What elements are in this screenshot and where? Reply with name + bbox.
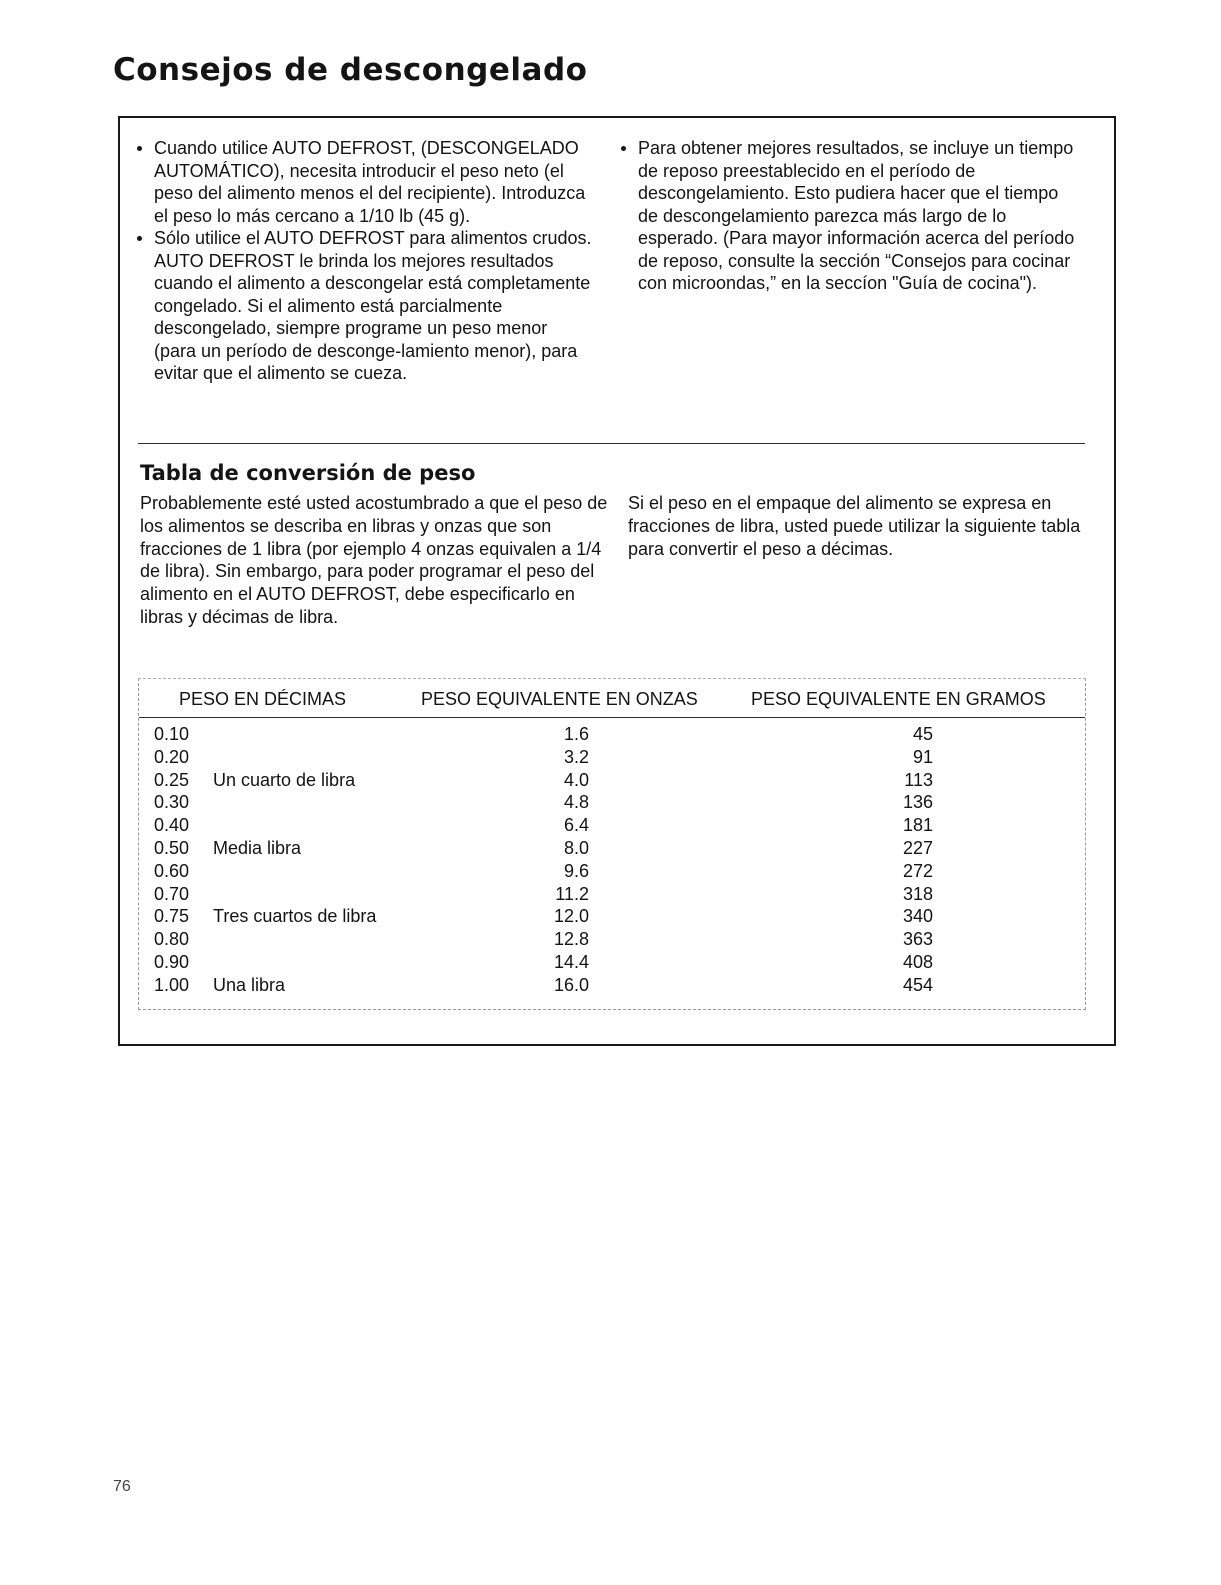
- tips-list-left: [134, 137, 594, 385]
- tips-list-right: [618, 137, 1076, 295]
- ounces-cell: 14.4: [553, 952, 589, 972]
- grams-cell: 113: [904, 769, 933, 790]
- page-number: 76: [113, 1478, 131, 1495]
- decimal-cell: 0.30: [154, 792, 190, 813]
- ounces-cell: 9.6: [563, 860, 589, 881]
- intro-paragraph-left: Probablemente esté usted acostumbrado a que el peso de los alimentos se describa en libras y onzas que son fracciones de 1 libra (por ejemplo 4 onzas equivalen a 1/4 de libra). Sin embargo, para poder programar el peso del alimento en el AUTO DEFROST, debe especificarlo en libras y décimas de libra.: [140, 493, 608, 627]
- decimal-cell: 0.50: [154, 838, 190, 858]
- decimal-cell: 0.75: [154, 906, 190, 927]
- page-title: Consejos de descongelado: [113, 52, 588, 88]
- grams-cell: 318: [902, 883, 933, 904]
- ounces-cell: 16.0: [553, 974, 589, 995]
- ounces-cell: 12.8: [553, 929, 589, 950]
- table-row: [139, 769, 1085, 792]
- decimal-cell: 0.70: [154, 883, 190, 904]
- table-row: [139, 928, 1085, 951]
- header-ounces: PESO EQUIVALENTE EN ONZAS: [421, 689, 698, 709]
- decimal-cell: 0.90: [154, 952, 190, 972]
- table-row: [139, 837, 1085, 860]
- label-cell: Media libra: [213, 838, 302, 858]
- decimal-cell: 0.10: [154, 724, 190, 744]
- intro-paragraph-right: Si el peso en el empaque del alimento se expresa en fracciones de libra, usted puede utilizar la siguiente tabla para convertir el peso a décimas.: [628, 493, 1081, 559]
- decimal-cell: 0.80: [154, 929, 190, 950]
- ounces-cell: 4.8: [563, 792, 589, 813]
- grams-cell: 227: [902, 838, 933, 858]
- ounces-cell: 4.0: [563, 769, 589, 790]
- label-cell: Una libra: [213, 974, 286, 995]
- grams-cell: 454: [902, 974, 933, 995]
- table-row: [139, 905, 1085, 928]
- table-row: [139, 814, 1085, 837]
- decimal-cell: 0.25: [154, 769, 190, 790]
- grams-cell: 340: [902, 906, 933, 927]
- table-header: [139, 679, 1085, 718]
- ounces-cell: 3.2: [563, 746, 589, 767]
- table-row: [139, 723, 1085, 746]
- grams-cell: 272: [902, 860, 933, 881]
- tip-item: Para obtener mejores resultados, se incluye un tiempo de reposo preestablecido en el período de descongelamiento. Esto pudiera hacer que el tiempo de descongelamiento parezca más largo de lo esperado. (Para mayor información acerca del período de reposo, consulte la sección “Consejos para cocinar con microondas,” en la seccíon "Guía de cocina").: [618, 137, 1076, 295]
- label-cell: Tres cuartos de libra: [213, 906, 377, 927]
- decimal-cell: 0.60: [154, 860, 190, 881]
- table-row: [139, 791, 1085, 814]
- conversion-table: [138, 678, 1086, 1010]
- section-divider: [138, 443, 1085, 444]
- header-grams: PESO EQUIVALENTE EN GRAMOS: [751, 689, 1046, 709]
- grams-cell: 181: [902, 815, 933, 836]
- table-row: [139, 951, 1085, 974]
- table-row: [139, 883, 1085, 906]
- grams-cell: 363: [902, 929, 933, 950]
- table-row: [139, 860, 1085, 883]
- grams-cell: 408: [902, 952, 933, 972]
- grams-cell: 136: [902, 792, 933, 813]
- ounces-cell: 12.0: [553, 906, 589, 927]
- section-title: Tabla de conversión de peso: [140, 461, 476, 485]
- decimal-cell: 0.20: [154, 746, 190, 767]
- label-cell: Un cuarto de libra: [213, 769, 356, 790]
- table-row: [139, 974, 1085, 997]
- header-decimals: PESO EN DÉCIMAS: [179, 689, 347, 709]
- ounces-cell: 6.4: [563, 815, 589, 836]
- decimal-cell: 1.00: [154, 974, 190, 995]
- ounces-cell: 8.0: [563, 838, 589, 858]
- decimal-cell: 0.40: [154, 815, 190, 836]
- ounces-cell: 11.2: [555, 883, 589, 904]
- grams-cell: 45: [912, 724, 933, 744]
- ounces-cell: 1.6: [563, 724, 589, 744]
- tip-item: Cuando utilice AUTO DEFROST, (DESCONGELADO AUTOMÁTICO), necesita introducir el peso neto (el peso del alimento menos el del recipiente). Introduzca el peso lo más cercano a 1/10 lb (45 g).: [134, 137, 594, 227]
- table-row: [139, 746, 1085, 769]
- grams-cell: 91: [912, 746, 933, 767]
- tip-item: Sólo utilice el AUTO DEFROST para alimentos crudos. AUTO DEFROST le brinda los mejores resultados cuando el alimento a descongelar está completamente congelado. Si el alimento está parcialmente descongelado, siempre programe un peso menor (para un período de desconge-lamiento menor), para evitar que el alimento se cueza.: [134, 227, 594, 385]
